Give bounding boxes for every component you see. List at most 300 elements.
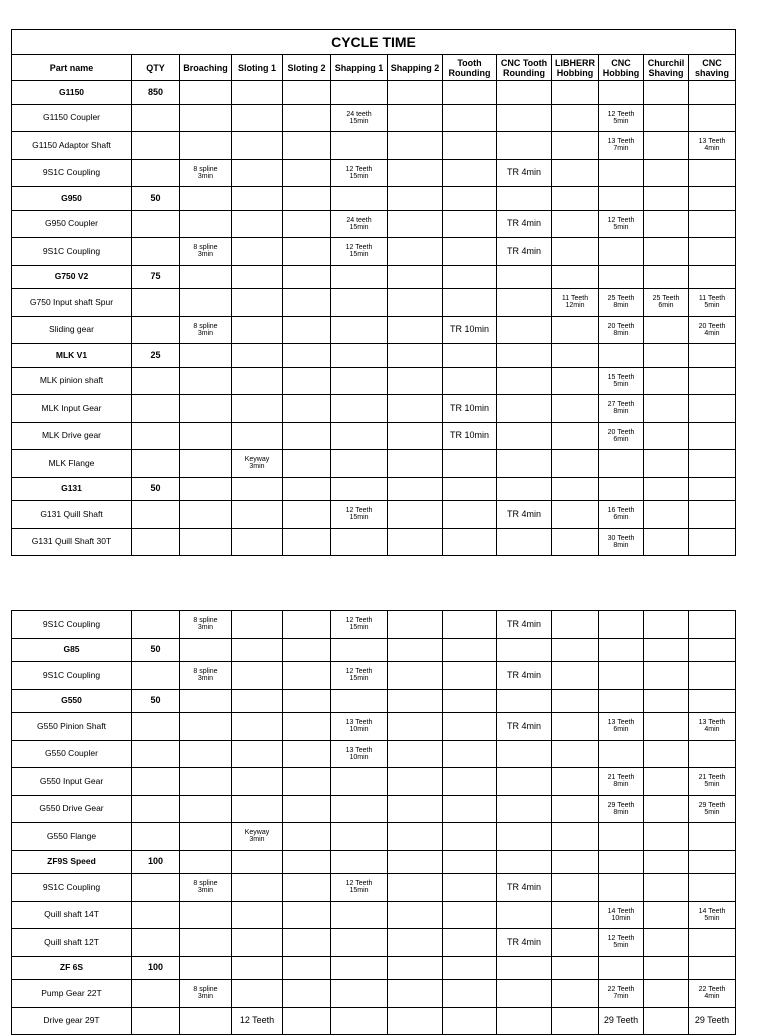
cycle-time-cell <box>388 210 443 238</box>
cycle-time-cell <box>180 795 232 823</box>
part-name-cell: G1150 <box>12 81 132 105</box>
cycle-time-cell <box>443 528 497 556</box>
cycle-time-cell <box>443 238 497 266</box>
cycle-time-cell: 22 Teeth 4min <box>689 980 736 1008</box>
cycle-time-cell <box>283 477 331 501</box>
cycle-time-cell: 16 Teeth 6min <box>599 501 644 529</box>
part-name-cell: G131 Quill Shaft 30T <box>12 528 132 556</box>
cycle-time-cell <box>443 367 497 395</box>
cycle-time-cell <box>388 874 443 902</box>
cycle-time-cell <box>689 956 736 980</box>
cycle-time-cell <box>232 422 283 450</box>
cycle-time-cell <box>644 956 689 980</box>
cycle-time-cell <box>644 265 689 289</box>
cycle-time-cell <box>388 316 443 344</box>
part-name-cell: G950 Coupler <box>12 210 132 238</box>
table-row <box>12 874 736 902</box>
qty-cell: 100 <box>132 956 180 980</box>
cycle-time-cell: 14 Teeth 5min <box>689 901 736 929</box>
cycle-time-cell <box>497 395 552 423</box>
cycle-time-cell <box>599 662 644 690</box>
cycle-time-cell <box>283 611 331 639</box>
cycle-time-cell <box>232 980 283 1008</box>
part-name-cell: Quill shaft 14T <box>12 901 132 929</box>
part-name-cell: G131 Quill Shaft <box>12 501 132 529</box>
cycle-time-cell <box>443 768 497 796</box>
cycle-time-cell <box>388 713 443 741</box>
part-name-cell: G550 Drive Gear <box>12 795 132 823</box>
part-name-cell: MLK Drive gear <box>12 422 132 450</box>
cycle-time-cell <box>283 662 331 690</box>
cycle-time-cell: 29 Teeth 8min <box>599 795 644 823</box>
cycle-time-cell <box>232 929 283 957</box>
cycle-time-cell <box>180 450 232 478</box>
cycle-time-cell <box>180 501 232 529</box>
cycle-time-cell <box>232 344 283 368</box>
cycle-time-cell <box>283 874 331 902</box>
cycle-time-cell <box>599 611 644 639</box>
cycle-time-cell: 25 Teeth 6min <box>644 289 689 317</box>
cycle-time-cell <box>644 422 689 450</box>
table-row <box>12 662 736 690</box>
cycle-time-cell <box>497 901 552 929</box>
cycle-time-cell <box>497 689 552 713</box>
cycle-time-cell <box>443 289 497 317</box>
cycle-time-cell <box>599 823 644 851</box>
cycle-time-cell: 29 Teeth <box>689 1007 736 1035</box>
cycle-time-cell <box>644 689 689 713</box>
cycle-time-cell <box>283 367 331 395</box>
cycle-time-cell <box>443 1007 497 1035</box>
cycle-time-cell <box>443 956 497 980</box>
cycle-time-cell <box>443 795 497 823</box>
qty-cell: 100 <box>132 850 180 874</box>
qty-cell: 50 <box>132 638 180 662</box>
cycle-time-cell <box>689 611 736 639</box>
cycle-time-cell <box>644 159 689 187</box>
cycle-time-cell <box>552 187 599 211</box>
cycle-time-cell <box>232 367 283 395</box>
cycle-time-cell <box>552 265 599 289</box>
cycle-time-cell <box>443 689 497 713</box>
cycle-time-cell: 12 Teeth 5min <box>599 210 644 238</box>
cycle-time-cell <box>644 980 689 1008</box>
cycle-time-cell: TR 4min <box>497 501 552 529</box>
part-name-cell: G950 <box>12 187 132 211</box>
cycle-time-cell <box>644 795 689 823</box>
cycle-time-cell: TR 4min <box>497 662 552 690</box>
cycle-time-cell <box>552 662 599 690</box>
cycle-time-cell <box>644 187 689 211</box>
cycle-time-cell <box>443 477 497 501</box>
table-row <box>12 104 736 132</box>
cycle-time-cell <box>283 159 331 187</box>
cycle-time-cell <box>552 1007 599 1035</box>
cycle-time-cell <box>180 477 232 501</box>
group-row <box>12 850 736 874</box>
cycle-time-cell <box>180 422 232 450</box>
cycle-time-cell <box>388 450 443 478</box>
table-row <box>12 238 736 266</box>
qty-cell <box>132 740 180 768</box>
table-row <box>12 768 736 796</box>
qty-cell <box>132 611 180 639</box>
cycle-time-cell <box>689 501 736 529</box>
cycle-time-cell <box>689 422 736 450</box>
cycle-time-cell: 24 teeth 15min <box>331 210 388 238</box>
cycle-time-cell <box>232 395 283 423</box>
cycle-time-cell <box>443 210 497 238</box>
cycle-time-cell: 27 Teeth 8min <box>599 395 644 423</box>
cycle-time-cell <box>283 740 331 768</box>
cycle-time-cell <box>599 956 644 980</box>
part-name-cell: G1150 Adaptor Shaft <box>12 132 132 160</box>
cycle-time-cell <box>331 316 388 344</box>
cycle-time-cell <box>232 81 283 105</box>
cycle-time-cell <box>497 638 552 662</box>
cycle-time-cell <box>283 689 331 713</box>
cycle-time-cell <box>232 638 283 662</box>
part-name-cell: G550 <box>12 689 132 713</box>
cycle-time-cell <box>388 132 443 160</box>
cycle-time-cell: TR 10min <box>443 316 497 344</box>
cycle-time-cell: 12 Teeth 15min <box>331 238 388 266</box>
cycle-time-cell <box>497 740 552 768</box>
table-row <box>12 367 736 395</box>
cycle-time-cell <box>331 689 388 713</box>
cycle-time-cell <box>388 689 443 713</box>
part-name-cell: 9S1C Coupling <box>12 611 132 639</box>
cycle-time-cell <box>552 689 599 713</box>
table-row <box>12 795 736 823</box>
table-row <box>12 1007 736 1035</box>
cycle-time-cell <box>443 81 497 105</box>
cycle-time-cell: 13 Teeth 7min <box>599 132 644 160</box>
cycle-time-cell <box>599 450 644 478</box>
cycle-time-cell: 12 Teeth 15min <box>331 874 388 902</box>
cycle-time-cell <box>180 104 232 132</box>
cycle-time-cell <box>689 823 736 851</box>
cycle-time-cell <box>552 638 599 662</box>
cycle-time-cell <box>331 956 388 980</box>
cycle-time-cell <box>644 713 689 741</box>
part-name-cell: ZF 6S <box>12 956 132 980</box>
cycle-time-cell <box>552 823 599 851</box>
part-name-cell: G131 <box>12 477 132 501</box>
cycle-time-cell <box>443 980 497 1008</box>
qty-cell <box>132 501 180 529</box>
qty-cell: 25 <box>132 344 180 368</box>
cycle-time-cell <box>644 929 689 957</box>
cycle-time-cell <box>388 528 443 556</box>
cycle-time-cell <box>552 367 599 395</box>
part-name-cell: G750 Input shaft Spur <box>12 289 132 317</box>
cycle-time-cell <box>283 395 331 423</box>
cycle-time-cell <box>180 823 232 851</box>
cycle-time-cell <box>689 187 736 211</box>
cycle-time-cell <box>689 395 736 423</box>
cycle-time-cell <box>599 874 644 902</box>
cycle-time-cell: 11 Teeth 12min <box>552 289 599 317</box>
table-row <box>12 528 736 556</box>
cycle-time-cell: 12 Teeth 15min <box>331 159 388 187</box>
cycle-time-cell <box>331 81 388 105</box>
cycle-time-cell <box>689 662 736 690</box>
cycle-time-cell: 12 Teeth 5min <box>599 929 644 957</box>
cycle-time-cell <box>552 956 599 980</box>
cycle-time-cell <box>552 929 599 957</box>
column-header: LIBHERR Hobbing <box>552 55 599 81</box>
part-name-cell: Drive gear 29T <box>12 1007 132 1035</box>
cycle-time-cell: 11 Teeth 5min <box>689 289 736 317</box>
part-name-cell: 9S1C Coupling <box>12 238 132 266</box>
qty-cell <box>132 980 180 1008</box>
cycle-time-cell <box>331 289 388 317</box>
cycle-time-cell: 13 Teeth 4min <box>689 132 736 160</box>
cycle-time-cell <box>644 740 689 768</box>
cycle-time-cell <box>180 850 232 874</box>
cycle-time-cell: 30 Teeth 8min <box>599 528 644 556</box>
cycle-time-cell <box>644 238 689 266</box>
cycle-time-cell <box>644 638 689 662</box>
cycle-time-cell <box>599 689 644 713</box>
cycle-time-cell <box>232 874 283 902</box>
cycle-time-cell <box>644 450 689 478</box>
cycle-time-cell: TR 10min <box>443 395 497 423</box>
cycle-time-cell: 13 Teeth 10min <box>331 740 388 768</box>
cycle-time-cell <box>232 956 283 980</box>
cycle-time-cell <box>552 104 599 132</box>
qty-cell <box>132 422 180 450</box>
cycle-time-cell <box>443 850 497 874</box>
cycle-time-cell <box>331 638 388 662</box>
cycle-time-cell <box>689 104 736 132</box>
part-name-cell: G750 V2 <box>12 265 132 289</box>
cycle-time-cell <box>689 850 736 874</box>
qty-cell <box>132 768 180 796</box>
cycle-time-cell <box>232 289 283 317</box>
qty-cell <box>132 713 180 741</box>
group-row <box>12 344 736 368</box>
cycle-time-cell <box>689 929 736 957</box>
cycle-time-cell <box>180 740 232 768</box>
cycle-time-cell <box>497 289 552 317</box>
cycle-time-cell: 8 spline 3min <box>180 611 232 639</box>
column-header: Shapping 2 <box>388 55 443 81</box>
cycle-time-cell <box>331 795 388 823</box>
cycle-time-cell <box>388 611 443 639</box>
cycle-time-cell <box>283 104 331 132</box>
cycle-time-cell <box>497 187 552 211</box>
cycle-time-cell <box>552 132 599 160</box>
cycle-time-cell <box>689 344 736 368</box>
cycle-time-cell <box>689 638 736 662</box>
table-row <box>12 422 736 450</box>
cycle-time-cell <box>232 689 283 713</box>
table-row <box>12 823 736 851</box>
cycle-time-cell <box>552 795 599 823</box>
table-row <box>12 132 736 160</box>
cycle-time-cell <box>443 611 497 639</box>
cycle-time-cell: Keyway 3min <box>232 823 283 851</box>
cycle-time-cell <box>331 850 388 874</box>
part-name-cell: G1150 Coupler <box>12 104 132 132</box>
cycle-time-cell <box>552 850 599 874</box>
cycle-time-cell <box>689 477 736 501</box>
cycle-time-cell <box>644 210 689 238</box>
cycle-time-cell: TR 10min <box>443 422 497 450</box>
cycle-time-cell <box>388 768 443 796</box>
group-row <box>12 689 736 713</box>
column-header: CNC shaving <box>689 55 736 81</box>
cycle-time-cell <box>331 477 388 501</box>
cycle-time-cell <box>689 159 736 187</box>
cycle-time-cell <box>552 316 599 344</box>
part-name-cell: Quill shaft 12T <box>12 929 132 957</box>
qty-cell <box>132 929 180 957</box>
cycle-time-cell <box>689 740 736 768</box>
cycle-time-cell <box>689 265 736 289</box>
part-name-cell: MLK V1 <box>12 344 132 368</box>
cycle-time-cell: 20 Teeth 6min <box>599 422 644 450</box>
cycle-time-cell <box>443 901 497 929</box>
cycle-time-cell <box>283 501 331 529</box>
cycle-time-cell <box>599 477 644 501</box>
column-header: QTY <box>132 55 180 81</box>
cycle-time-cell <box>552 210 599 238</box>
cycle-time-cell <box>552 713 599 741</box>
column-header: CNC Hobbing <box>599 55 644 81</box>
cycle-time-cell <box>232 159 283 187</box>
cycle-time-cell <box>644 874 689 902</box>
cycle-time-cell <box>644 316 689 344</box>
cycle-time-cell: TR 4min <box>497 238 552 266</box>
cycle-time-cell <box>689 689 736 713</box>
part-name-cell: ZF9S Speed <box>12 850 132 874</box>
cycle-time-cell: 12 Teeth 15min <box>331 662 388 690</box>
cycle-time-cell <box>497 367 552 395</box>
cycle-time-cell <box>331 823 388 851</box>
cycle-time-cell <box>388 901 443 929</box>
part-name-cell: Pump Gear 22T <box>12 980 132 1008</box>
column-header: Sloting 1 <box>232 55 283 81</box>
column-header: Tooth Rounding <box>443 55 497 81</box>
table-row <box>12 740 736 768</box>
cycle-time-cell <box>497 344 552 368</box>
cycle-time-cell <box>232 265 283 289</box>
cycle-time-cell <box>497 477 552 501</box>
cycle-time-cell <box>232 501 283 529</box>
cycle-time-cell <box>689 528 736 556</box>
qty-cell <box>132 132 180 160</box>
cycle-time-cell <box>388 1007 443 1035</box>
cycle-time-cell <box>388 238 443 266</box>
cycle-time-cell <box>497 528 552 556</box>
qty-cell <box>132 104 180 132</box>
table-row <box>12 210 736 238</box>
cycle-time-cell <box>552 611 599 639</box>
cycle-time-cell <box>388 104 443 132</box>
cycle-time-cell <box>599 81 644 105</box>
table-row <box>12 395 736 423</box>
cycle-time-cell <box>388 638 443 662</box>
cycle-time-cell <box>443 823 497 851</box>
cycle-time-cell <box>497 980 552 1008</box>
cycle-time-cell <box>283 713 331 741</box>
cycle-time-cell <box>232 210 283 238</box>
cycle-time-cell <box>388 344 443 368</box>
cycle-time-cell <box>443 638 497 662</box>
qty-cell <box>132 238 180 266</box>
cycle-time-cell <box>443 187 497 211</box>
part-name-cell: G550 Pinion Shaft <box>12 713 132 741</box>
cycle-time-cell <box>331 132 388 160</box>
qty-cell <box>132 874 180 902</box>
cycle-time-cell <box>552 528 599 556</box>
cycle-time-cell <box>283 289 331 317</box>
cycle-time-cell: 8 spline 3min <box>180 874 232 902</box>
cycle-time-cell <box>644 1007 689 1035</box>
cycle-time-cell <box>232 477 283 501</box>
cycle-time-cell <box>689 367 736 395</box>
qty-cell: 850 <box>132 81 180 105</box>
column-header: Part name <box>12 55 132 81</box>
cycle-time-cell <box>180 901 232 929</box>
cycle-time-cell <box>443 344 497 368</box>
cycle-time-cell <box>180 395 232 423</box>
cycle-time-cell <box>644 528 689 556</box>
cycle-time-cell <box>232 187 283 211</box>
group-row <box>12 187 736 211</box>
cycle-time-cell <box>283 929 331 957</box>
cycle-time-cell: TR 4min <box>497 874 552 902</box>
cycle-time-cell <box>180 713 232 741</box>
cycle-time-cell <box>283 132 331 160</box>
cycle-time-cell <box>232 104 283 132</box>
cycle-time-cell <box>599 265 644 289</box>
cycle-time-cell <box>388 367 443 395</box>
cycle-time-cell <box>331 367 388 395</box>
cycle-time-cell <box>283 210 331 238</box>
cycle-time-cell: Keyway 3min <box>232 450 283 478</box>
cycle-time-cell <box>180 265 232 289</box>
cycle-time-cell <box>283 956 331 980</box>
cycle-time-cell: TR 4min <box>497 713 552 741</box>
cycle-time-cell <box>283 81 331 105</box>
cycle-time-cell <box>443 713 497 741</box>
cycle-time-cell <box>331 422 388 450</box>
cycle-time-cell <box>552 422 599 450</box>
cycle-time-cell <box>644 395 689 423</box>
column-header: Broaching <box>180 55 232 81</box>
cycle-time-cell <box>283 795 331 823</box>
cycle-time-cell <box>283 823 331 851</box>
qty-cell <box>132 395 180 423</box>
cycle-time-cell <box>331 344 388 368</box>
cycle-time-cell <box>180 81 232 105</box>
cycle-time-cell: 12 Teeth 15min <box>331 611 388 639</box>
cycle-time-cell: 21 Teeth 5min <box>689 768 736 796</box>
cycle-time-cell <box>644 132 689 160</box>
qty-cell <box>132 450 180 478</box>
cycle-time-cell <box>497 422 552 450</box>
cycle-time-cell <box>497 850 552 874</box>
cycle-time-cell <box>689 238 736 266</box>
cycle-time-cell <box>552 980 599 1008</box>
cycle-time-cell <box>644 344 689 368</box>
cycle-time-cell <box>644 662 689 690</box>
cycle-time-cell <box>644 104 689 132</box>
